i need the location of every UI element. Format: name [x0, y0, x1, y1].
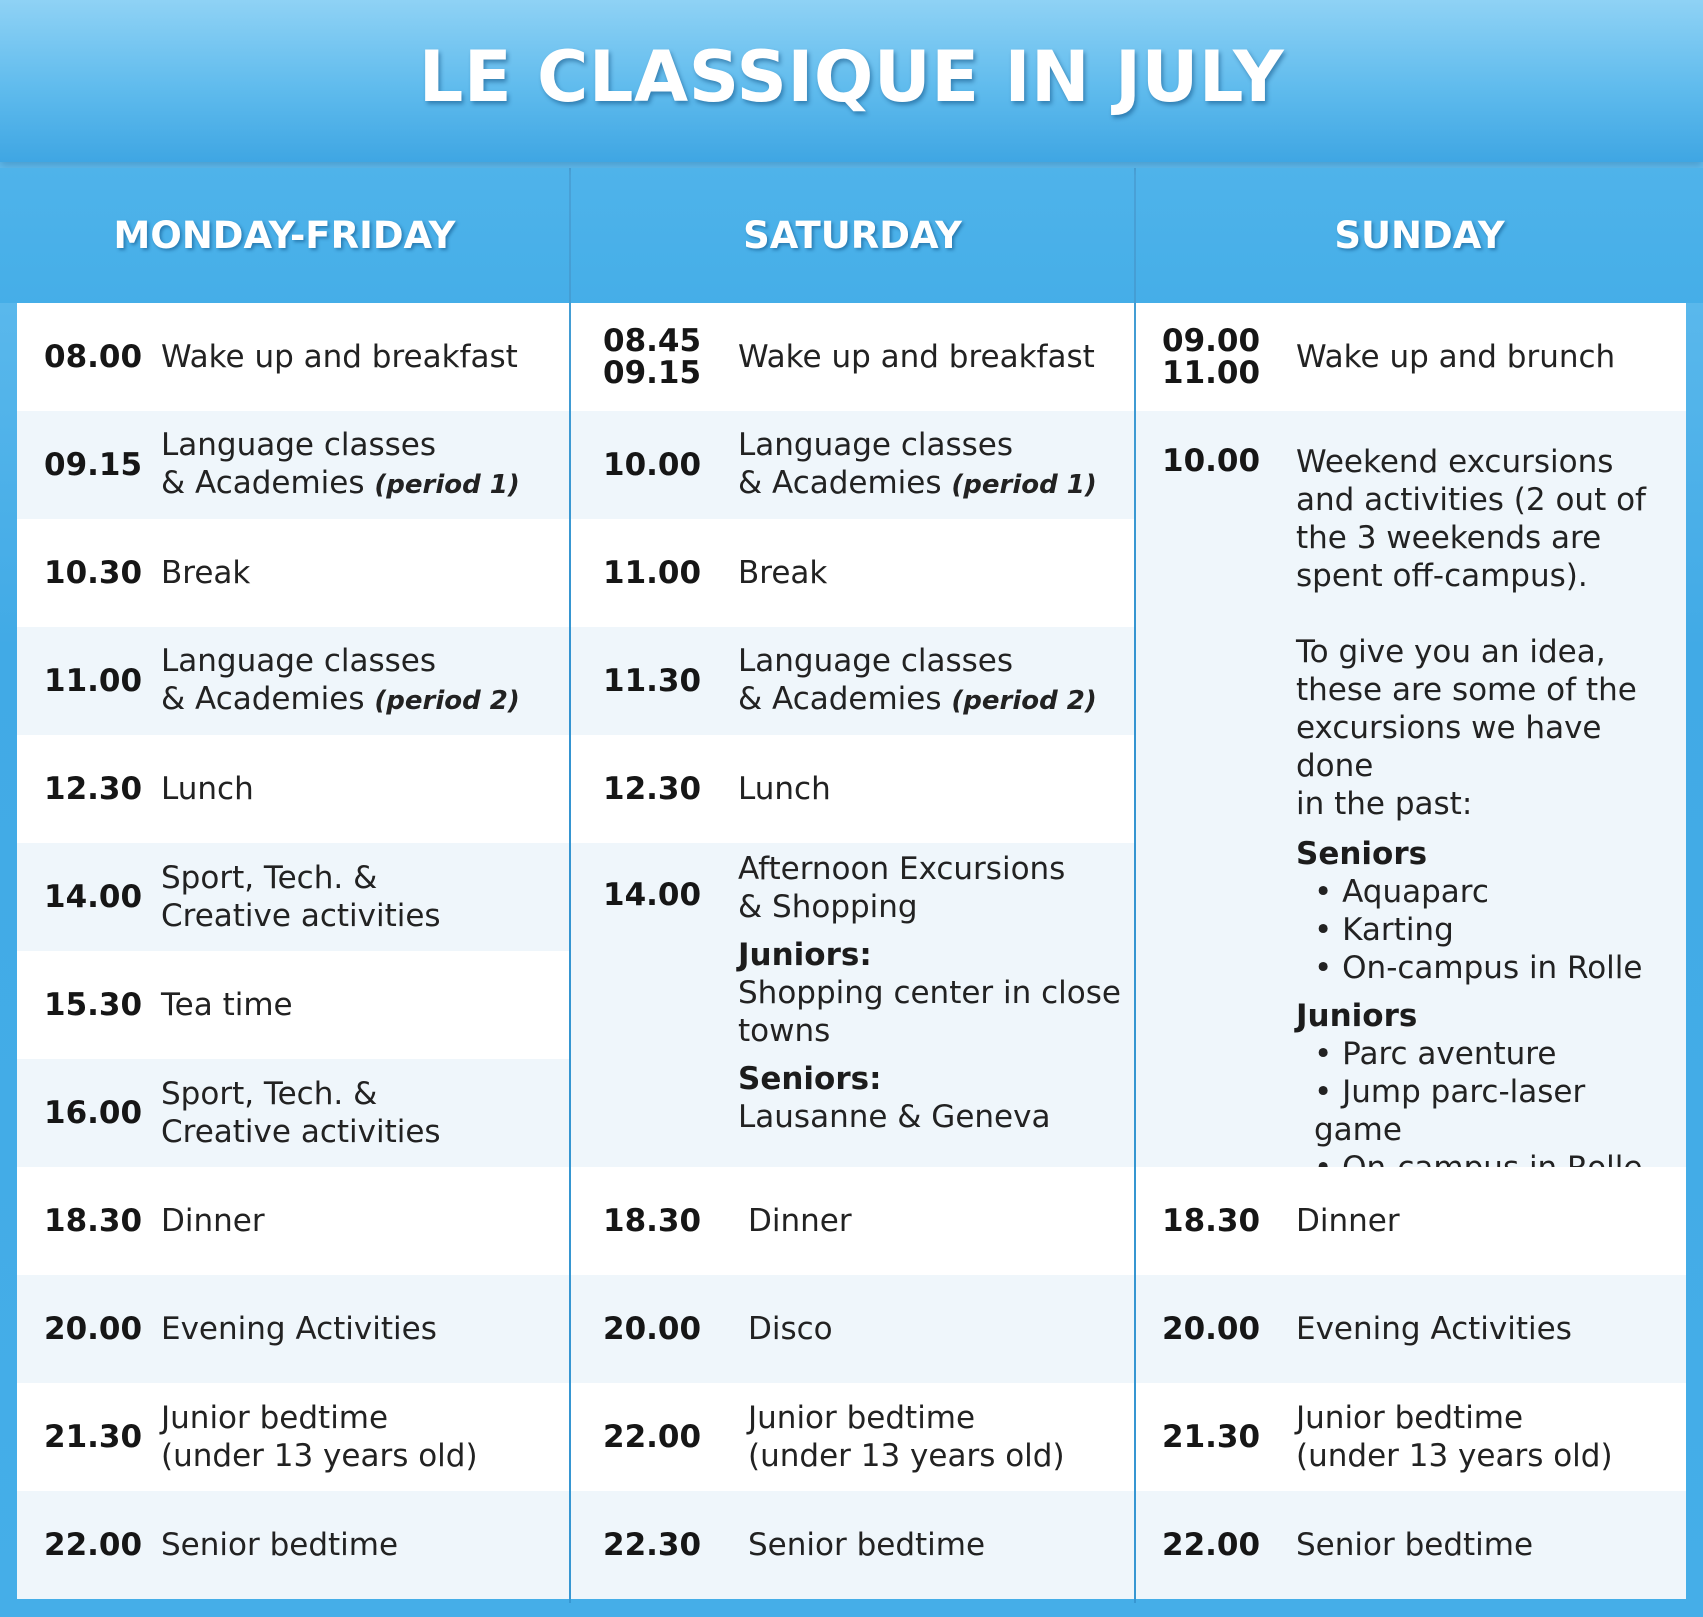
column-divider: [1134, 168, 1136, 1603]
schedule-row: [571, 735, 1134, 843]
schedule-row: [17, 735, 569, 843]
activity-label: Evening Activities: [161, 1311, 437, 1347]
juniors-item: • Parc aventure: [1296, 1035, 1680, 1073]
time-label: 11.30: [603, 663, 702, 699]
time-label: 16.00: [44, 1095, 143, 1131]
afternoon-block: [571, 843, 1134, 1167]
activity-label: Junior bedtime (under 13 years old): [161, 1400, 478, 1474]
sunday-column: [1136, 168, 1686, 1603]
time-label: 21.30: [44, 1419, 143, 1455]
afternoon-details: [738, 850, 1126, 1136]
weekday-column: [17, 168, 569, 1603]
schedule-row: [1136, 1383, 1686, 1491]
intro-line: the 3 weekends are: [1296, 520, 1602, 556]
saturday-rows: [571, 303, 1134, 1599]
schedule-row: [1136, 1275, 1686, 1383]
intro-line: Weekend excursions: [1296, 444, 1614, 480]
activity-label: Junior bedtime (under 13 years old): [748, 1400, 1065, 1474]
activity-label: Dinner: [161, 1203, 265, 1239]
title-banner: [0, 0, 1703, 162]
seniors-detail: Lausanne & Geneva: [738, 1099, 1051, 1135]
weekday-header: MONDAY-FRIDAY: [0, 168, 569, 303]
period-note: (period 2): [951, 686, 1097, 716]
time-label: 20.00: [1162, 1311, 1261, 1347]
schedule-row: [571, 1275, 1134, 1383]
activity-label: Wake up and breakfast: [738, 339, 1095, 375]
schedule-row: [17, 1383, 569, 1491]
seniors-label: Seniors: [1296, 836, 1428, 872]
juniors-item: • Jump parc-laser game: [1296, 1073, 1680, 1149]
time-label: 08.45 09.15: [603, 323, 702, 391]
period-note: (period 1): [951, 470, 1097, 500]
idea-line: To give you an idea,: [1296, 634, 1606, 670]
activity-label: Junior bedtime (under 13 years old): [1296, 1400, 1613, 1474]
activity-label: Disco: [748, 1311, 833, 1347]
time-label: 12.30: [44, 771, 143, 807]
schedule-row: [17, 1059, 569, 1167]
schedule-row: [571, 1491, 1134, 1599]
activity-label: Evening Activities: [1296, 1311, 1572, 1347]
time-label: 14.00: [603, 877, 702, 913]
time-label: 10.30: [44, 555, 143, 591]
period-note: (period 1): [374, 470, 520, 500]
seniors-item: • On-campus in Rolle: [1296, 949, 1680, 987]
page-title: LE CLASSIQUE IN JULY: [418, 36, 1285, 118]
schedule-row: [17, 1491, 569, 1599]
schedule-row: [17, 1167, 569, 1275]
activity-label: Senior bedtime: [748, 1527, 986, 1563]
intro-line: spent off-campus).: [1296, 558, 1588, 594]
juniors-detail: towns: [738, 1013, 831, 1049]
schedule-row: [1136, 1167, 1686, 1275]
activity-label: Language classes & Academies (period 2): [161, 643, 520, 717]
time-label: 08.00: [44, 339, 143, 375]
time-label: 12.30: [603, 771, 702, 807]
activity-label: Wake up and brunch: [1296, 339, 1616, 375]
time-label: 22.00: [603, 1419, 702, 1455]
time-label: 18.30: [44, 1203, 143, 1239]
seniors-item: • Karting: [1296, 911, 1680, 949]
activity-label: Tea time: [161, 987, 293, 1023]
time-label: 22.30: [603, 1527, 702, 1563]
intro-line: and activities (2 out of: [1296, 482, 1646, 518]
time-label: 11.00: [44, 663, 143, 699]
schedule-row: [17, 303, 569, 411]
schedule-row: [571, 519, 1134, 627]
time-label: 11.00: [603, 555, 702, 591]
schedule-row: [17, 951, 569, 1059]
excursions-block: [1136, 411, 1686, 1167]
time-label: 10.00: [603, 447, 702, 483]
schedule-row: [17, 411, 569, 519]
time-label: 10.00: [1162, 443, 1261, 479]
time-label: 20.00: [603, 1311, 702, 1347]
time-label: 21.30: [1162, 1419, 1261, 1455]
activity-label: Language classes & Academies (period 1): [738, 427, 1097, 501]
activity-label: Afternoon Excursions: [738, 851, 1066, 887]
juniors-label: Juniors:: [738, 937, 872, 973]
activity-label: Dinner: [1296, 1203, 1400, 1239]
schedule-row: [571, 1383, 1134, 1491]
activity-label: & Shopping: [738, 889, 918, 925]
idea-line: these are some of the: [1296, 672, 1637, 708]
activity-label: Wake up and breakfast: [161, 339, 518, 375]
schedule-row: [17, 627, 569, 735]
schedule-row: [17, 1275, 569, 1383]
saturday-header: SATURDAY: [571, 168, 1134, 303]
time-label: 18.30: [1162, 1203, 1261, 1239]
activity-label: Dinner: [748, 1203, 852, 1239]
time-label: 22.00: [44, 1527, 143, 1563]
idea-line: excursions we have done: [1296, 710, 1602, 784]
schedule-row: [571, 303, 1134, 411]
period-note: (period 2): [374, 686, 520, 716]
activity-label: Lunch: [161, 771, 254, 807]
activity-label: Senior bedtime: [1296, 1527, 1534, 1563]
activity-label: Language classes & Academies (period 1): [161, 427, 520, 501]
column-divider: [569, 168, 571, 1603]
sunday-rows: [1136, 303, 1686, 1599]
time-label: 18.30: [603, 1203, 702, 1239]
schedule-row: [1136, 1491, 1686, 1599]
excursions-details: [1296, 443, 1680, 1187]
activity-label: Senior bedtime: [161, 1527, 399, 1563]
time-label: 09.00 11.00: [1162, 323, 1261, 391]
seniors-item: • Aquaparc: [1296, 873, 1680, 911]
schedule-row: [571, 411, 1134, 519]
activity-label: Sport, Tech. & Creative activities: [161, 860, 441, 934]
sunday-header: SUNDAY: [1136, 168, 1703, 303]
time-label: 15.30: [44, 987, 143, 1023]
juniors-label: Juniors: [1296, 998, 1418, 1034]
seniors-label: Seniors:: [738, 1061, 882, 1097]
schedule-row: [571, 627, 1134, 735]
time-label: 20.00: [44, 1311, 143, 1347]
schedule-row: [17, 843, 569, 951]
time-label: 14.00: [44, 879, 143, 915]
activity-label: Break: [738, 555, 828, 591]
juniors-detail: Shopping center in close: [738, 975, 1121, 1011]
activity-label: Break: [161, 555, 251, 591]
schedule-row: [1136, 303, 1686, 411]
time-label: 09.15: [44, 447, 143, 483]
time-label: 22.00: [1162, 1527, 1261, 1563]
idea-line: in the past:: [1296, 786, 1473, 822]
activity-label: Lunch: [738, 771, 831, 807]
weekday-rows: [17, 303, 569, 1599]
activity-label: Language classes & Academies (period 2): [738, 643, 1097, 717]
saturday-column: [571, 168, 1134, 1603]
schedule-row: [17, 519, 569, 627]
schedule-row: [571, 1167, 1134, 1275]
activity-label: Sport, Tech. & Creative activities: [161, 1076, 441, 1150]
